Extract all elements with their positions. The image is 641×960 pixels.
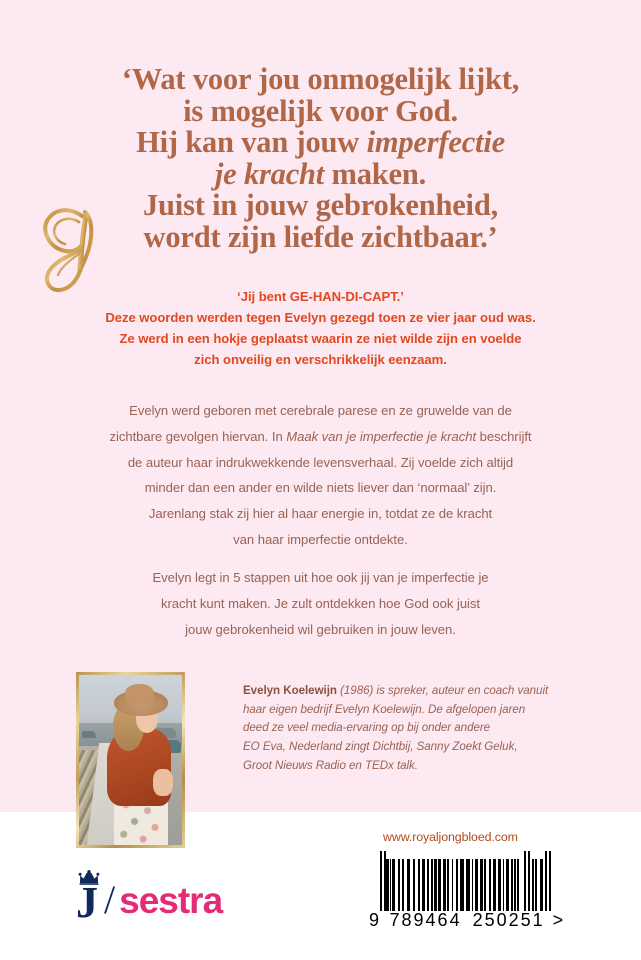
intro-paragraph xyxy=(55,286,586,370)
text-line: ‘Jij bent GE-HAN-DI-CAPT.’ xyxy=(237,289,404,304)
barcode xyxy=(368,851,564,931)
author-photo xyxy=(76,672,185,848)
barcode-left-group: 789464 xyxy=(389,910,462,930)
photo-arm xyxy=(153,769,173,796)
logo-slash: / xyxy=(104,877,116,922)
plain-text: maken. xyxy=(324,156,427,191)
plain-text: kracht kunt maken. Je zult ontdekken hoe God ook juist xyxy=(160,595,480,611)
plain-text: ‘Wat voor jou onmogelijk lijkt, xyxy=(121,62,520,96)
barcode-right-group: 250251 xyxy=(472,910,545,930)
body-paragraph-1 xyxy=(60,398,581,553)
text-line xyxy=(60,450,581,476)
plain-text: minder dan een ander en wilde niets liever dan ‘normaal’ zijn. xyxy=(144,480,497,496)
logo-letter-j: J xyxy=(76,878,98,927)
text-line xyxy=(60,156,581,191)
publisher-logo xyxy=(76,868,223,927)
publisher-website[interactable]: www.royaljongbloed.com xyxy=(383,830,518,844)
author-bio xyxy=(243,682,563,776)
text-line: Evelyn Koelewijn (1986) is spreker, auteur en coach vanuit xyxy=(243,684,549,697)
text-line xyxy=(60,424,581,450)
plain-text: Evelyn legt in 5 stappen uit hoe ook jij van je imperfectie je xyxy=(152,570,489,585)
headline-quote xyxy=(60,64,581,253)
body-paragraph-2 xyxy=(60,565,581,642)
text-line xyxy=(60,64,581,96)
photo-boat xyxy=(82,731,96,738)
plain-text: van haar imperfectie ontdekte. xyxy=(233,531,408,547)
text-line: haar eigen bedrijf Evelyn Koelewijn. De afgelopen jaren xyxy=(243,702,526,716)
barcode-bars xyxy=(368,851,558,911)
plain-text: Jarenlang stak zij hier al haar energie in, totdat ze de kracht xyxy=(148,506,493,522)
logo-wordmark: sestra xyxy=(119,880,223,921)
emphasis-text: imperfectie xyxy=(366,125,505,159)
text-line xyxy=(60,565,581,591)
plain-text: jouw gebrokenheid wil gebruiken in jouw leven. xyxy=(185,621,456,637)
photo-hat-crown xyxy=(125,684,154,703)
barcode-digits xyxy=(368,910,564,931)
text-line: zich onveilig en verschrikkelijk eenzaam. xyxy=(194,352,447,367)
text-line: EO Eva, Nederland zingt Dichtbij, Sanny Zoekt Geluk, xyxy=(243,740,518,754)
plain-text: is mogelijk voor God. xyxy=(183,93,458,128)
text-line: Deze woorden werden tegen Evelyn gezegd toen ze vier jaar oud was. xyxy=(105,310,536,325)
plain-text: de auteur haar indrukwekkende levensverhaal. Zij voelde zich altijd xyxy=(127,454,514,470)
emphasis-text: je kracht xyxy=(214,156,325,191)
barcode-tail: > xyxy=(552,910,564,930)
text-line xyxy=(60,93,581,128)
text-line xyxy=(60,527,581,553)
plain-text: Evelyn werd geboren met cerebrale parese en ze gruwelde van de xyxy=(129,403,512,418)
author-name: Evelyn Koelewijn xyxy=(243,684,337,697)
plain-text: Juist in jouw gebrokenheid, xyxy=(142,188,499,222)
plain-text: wordt zijn liefde zichtbaar.’ xyxy=(143,219,498,254)
text-line xyxy=(60,591,581,617)
text-line xyxy=(60,127,581,159)
author-photo-image xyxy=(79,675,182,845)
plain-text: zichtbare gevolgen hiervan. In xyxy=(109,428,287,444)
text-line xyxy=(60,190,581,222)
logo-j-mark xyxy=(76,868,102,927)
plain-text: Hij kan van jouw xyxy=(136,125,367,159)
text-line xyxy=(60,475,581,501)
plain-text: beschrijft xyxy=(476,428,532,444)
text-line: Groot Nieuws Radio en TEDx talk. xyxy=(243,758,418,772)
barcode-bar xyxy=(368,851,380,911)
text-line xyxy=(60,617,581,643)
text-line xyxy=(60,398,581,424)
text-line: Ze werd in een hokje geplaatst waarin ze niet wilde zijn en voelde xyxy=(119,331,522,346)
text-line: deed ze veel media-ervaring op bij onder andere xyxy=(243,721,491,735)
barcode-lead-digit: 9 xyxy=(369,910,380,930)
barcode-bar xyxy=(549,851,551,911)
text-line xyxy=(60,219,581,254)
emphasis-text: Maak van je imperfectie je kracht xyxy=(286,428,477,444)
text-line xyxy=(60,501,581,527)
